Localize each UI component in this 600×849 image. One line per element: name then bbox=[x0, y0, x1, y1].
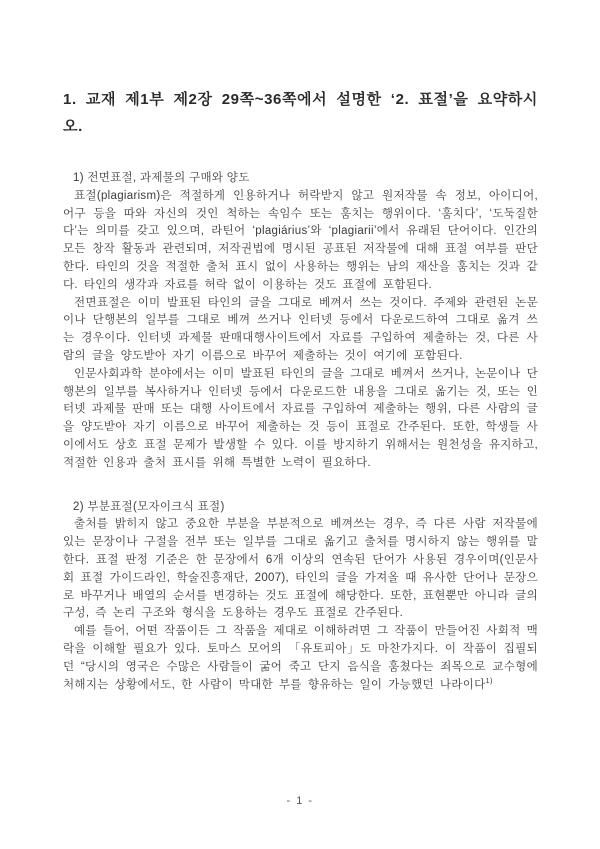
footnote-marker: 1) bbox=[485, 675, 493, 685]
body-paragraph: 표절(plagiarism)은 적절하게 인용하거나 허락받지 않고 원저작물 속 정보, 아이디어, 어구 등을 따와 자신의 것인 척하는 속임수 또는 훔치는 행위이다. ‘훔치다’, ‘도둑질한다’는 의미를 갖고 있으며, 라틴어 ‘plagiárius’와 ‘plagiarii’에서 유래된 단어이다. 인간의 모든 창작 활동과 관련되며, 저작권법에 명시된 공표된 저작물에 대해 표절 여부를 판단한다. 타인의 것을 적절한 출처 표시 없이 사용하는 행위는 남의 재산을 훔치는 것과 같다. 타인의 생각과 자료를 허락 없이 이용하는 것도 표절에 포함된다. bbox=[63, 189, 538, 291]
section-heading: 1) 전면표절, 과제물의 구매와 양도 bbox=[73, 172, 250, 184]
body-paragraph: 전면표절은 이미 발표된 타인의 글을 그대로 베껴서 쓰는 것이다. 주제와 관련된 논문이나 단행본의 일부를 그대로 베껴 쓰거나 인터넷 등에서 다운로드하여 그대로 옮겨 쓰는 경우이다. 인터넷 과제물 판매대행사이트에서 자료를 구입하여 제출하는 것, 다른 사람의 글을 양도받아 자기 이름으로 바꾸어 제출하는 것이 여기에 포함된다. bbox=[63, 296, 538, 362]
page-title: 1. 교재 제1부 제2장 29쪽~36쪽에서 설명한 ‘2. 표절’을 요약하시오. bbox=[63, 91, 538, 135]
body-paragraph: 출처를 밝히지 않고 중요한 부분을 부분적으로 베껴쓰는 경우, 즉 다른 사람 저작물에 있는 문장이나 구절을 전부 또는 일부를 그대로 옮기고 출처를 명시하지 않는 행위를 말한다. 표절 판정 기준은 한 문장에서 6개 이상의 연속된 단어가 사용된 경우이며(인문사회 표절 가이드라인, 학술진흥재단, 2007), 타인의 글을 가져올 때 유사한 단어나 문장으로 바꾸거나 배열의 순서를 변경하는 것도 표절에 해당한다. 또한, 표현뿐만 아니라 글의 구성, 즉 논리 구조와 형식을 도용하는 경우도 표절로 간주된다. bbox=[63, 518, 538, 620]
section-partial-plagiarism bbox=[63, 499, 538, 695]
paragraph-text: 예를 들어, 어떤 작품이든 그 작품을 제대로 이해하려면 그 작품이 만들어진 사회적 맥락을 이해할 필요가 있다. 토마스 모어의 「유토피아」도 마찬가지다. 이 작품이 집필되던 “당시의 영국은 수많은 사람들이 굶어 죽고 단지 음식을 훔쳤다는 죄목으로 교수형에 처해지는 상황에서도, 한 사람이 막대한 부를 향유하는 일이 가능했던 나라이다 bbox=[63, 625, 538, 691]
section-heading: 2) 부분표절(모자이크식 표절) bbox=[73, 500, 225, 513]
body-paragraph: 인문사회과학 분야에서는 이미 발표된 타인의 글을 그대로 베껴서 쓰거나, 논문이나 단행본의 일부를 복사하거나 인터넷 등에서 다운로드한 내용을 그대로 옮기는 것, 또는 인터넷 과제물 판매 또는 대행 사이트에서 자료를 구입하여 제출하는 행위, 다른 사람의 글을 양도받아 자기 이름으로 바꾸어 제출하는 것 등이 표절로 간주된다. 또한, 학생들 사이에서도 상호 표절 문제가 발생할 수 있다. 이를 방지하기 위해서는 원천성을 유지하고, 적절한 인용과 출처 표시를 위해 특별한 노력이 필요하다. bbox=[63, 367, 538, 469]
body-paragraph bbox=[63, 623, 538, 694]
section-full-plagiarism bbox=[63, 170, 538, 473]
page-number: - 1 - bbox=[286, 795, 314, 807]
document-content bbox=[63, 86, 538, 694]
